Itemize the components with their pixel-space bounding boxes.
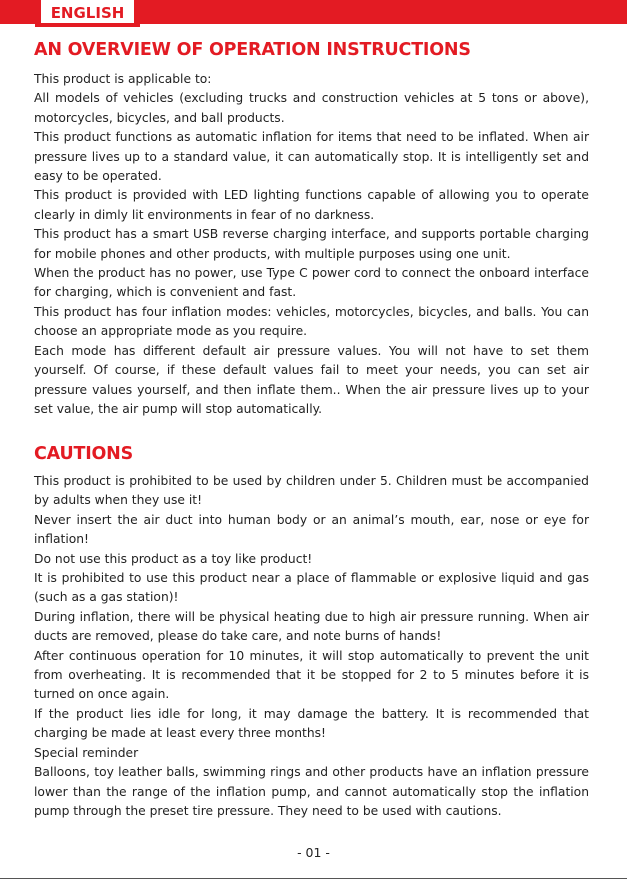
- overview-paragraph: This product is provided with LED lighting functions capable of allowing you to operate clearly in dimly lit environments in fear of no darkness.: [34, 188, 589, 222]
- caution-paragraph: If the product lies idle for long, it may damage the battery. It is recommended that charging be made at least every three months!: [34, 706, 589, 741]
- overview-body: [34, 70, 589, 419]
- cautions-title: CAUTIONS: [34, 444, 134, 464]
- caution-paragraph: It is prohibited to use this product near a place of flammable or explosive liquid and gas (such as a gas station)!: [34, 571, 589, 605]
- overview-paragraph: When the product has no power, use Type C power cord to connect the onboard interface for charging, which is convenient and fast.: [34, 266, 589, 300]
- overview-paragraph: This product has a smart USB reverse charging interface, and supports portable charging for mobile phones and other products, with multiple purposes using one unit.: [34, 227, 589, 261]
- overview-paragraph: Each mode has different default air pressure values. You will not have to set them yourself. Of course, if these default values fail to meet your needs, you can set air pressure values yourself, and then inflate them.. When the air pressure lives up to your set value, the air pump will stop automatically.: [34, 343, 589, 416]
- overview-paragraph: This product functions as automatic inflation for items that need to be inflated. When air pressure lives up to a standard value, it can automatically stop. It is intelligently set and easy to be operated.: [34, 130, 589, 184]
- caution-paragraph: Never insert the air duct into human body or an animal’s mouth, ear, nose or eye for inflation!: [34, 512, 589, 547]
- caution-paragraph: After continuous operation for 10 minutes, it will stop automatically to prevent the unit from overheating. It is recommended that it be stopped for 2 to 5 minutes before it is turned on once again.: [34, 648, 589, 702]
- caution-paragraph: This product is prohibited to be used by children under 5. Children must be accompanied by adults when they use it!: [34, 474, 589, 508]
- language-tab-label: ENGLISH: [50, 4, 125, 22]
- language-tab: [35, 0, 140, 27]
- overview-paragraph: This product is applicable to:: [34, 72, 212, 86]
- overview-paragraph: This product has four inflation modes: vehicles, motorcycles, bicycles, and balls. You can choose an appropriate mode as you require.: [34, 304, 589, 339]
- caution-paragraph: During inflation, there will be physical heating due to high air pressure running. When air ducts are removed, please do take care, and note burns of hands!: [34, 609, 589, 644]
- caution-paragraph: Do not use this product as a toy like product!: [34, 551, 313, 566]
- overview-paragraph: All models of vehicles (excluding trucks and construction vehicles at 5 tons or above), motorcycles, bicycles, and ball products.: [34, 91, 589, 125]
- page-number: - 01 -: [297, 845, 330, 860]
- cautions-body: [34, 472, 589, 821]
- overview-title: AN OVERVIEW OF OPERATION INSTRUCTIONS: [34, 40, 471, 60]
- bottom-rule: [0, 878, 627, 879]
- special-reminder-label: Special reminder: [34, 745, 139, 760]
- caution-paragraph: Balloons, toy leather balls, swimming rings and other products have an inflation pressure lower than the range of the inflation pump, and cannot automatically stop the inflation pump through the preset tire pressure. They need to be used with cautions.: [34, 765, 589, 818]
